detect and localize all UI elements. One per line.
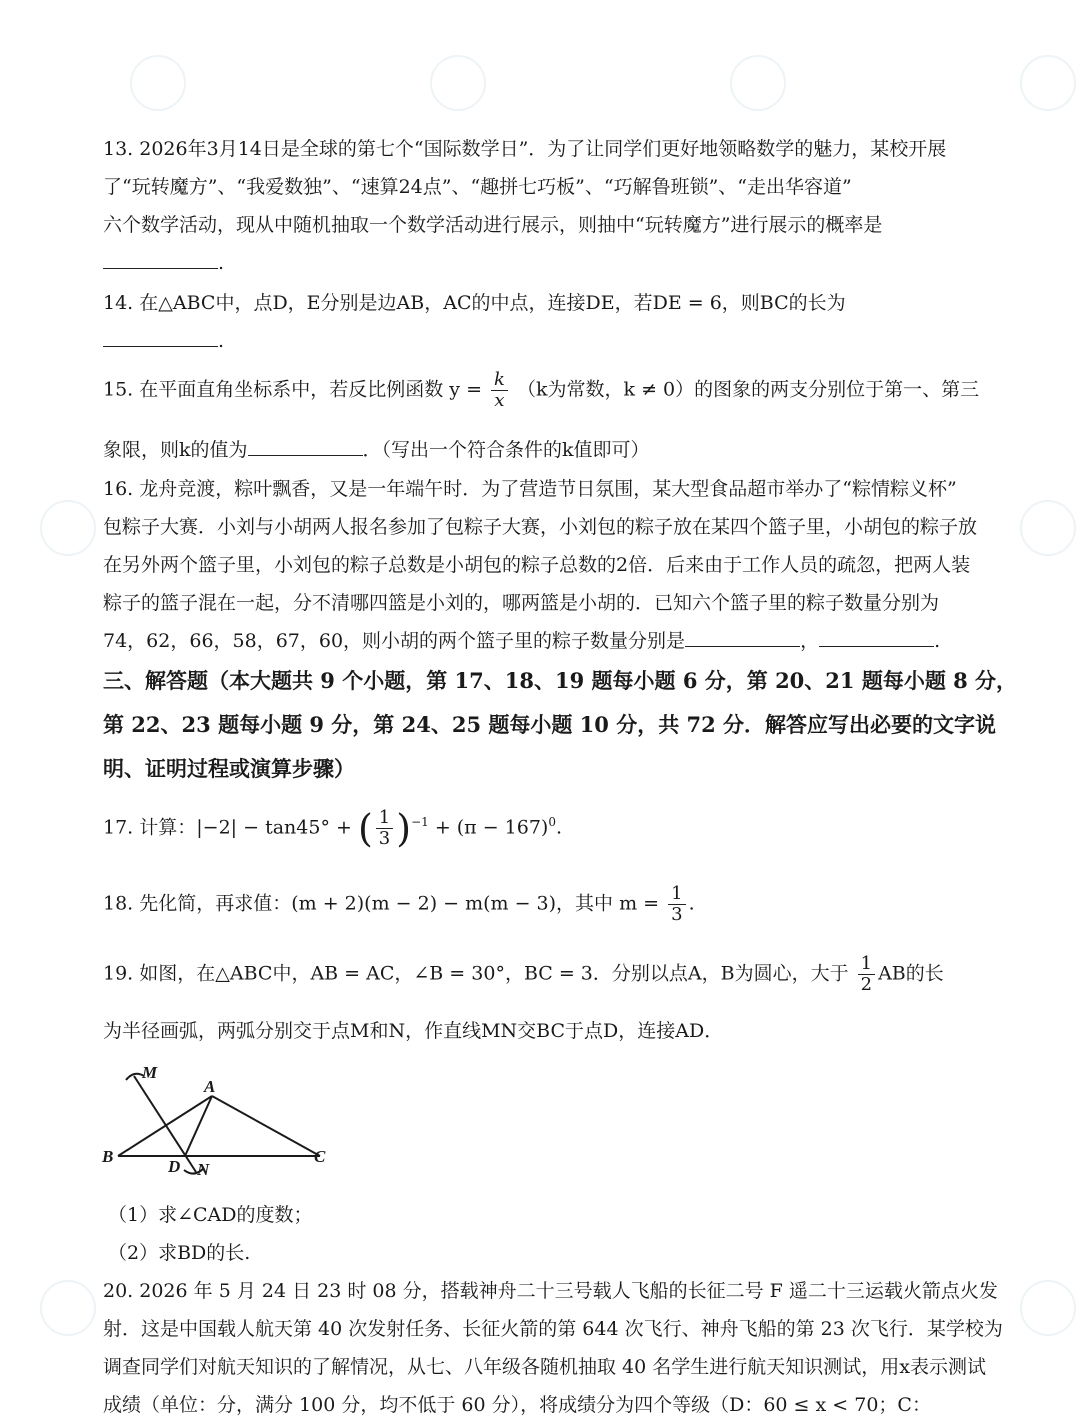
q16-line4: 粽子的篮子混在一起，分不清哪四篮是小刘的，哪两篮是小胡的．已知六个篮子里的粽子数量分别为 <box>103 592 940 614</box>
q16-line5 <box>103 628 940 654</box>
q17-expression <box>103 808 562 849</box>
q14-answer-line <box>103 328 224 354</box>
watermark-logo <box>1020 1280 1076 1336</box>
answer-blank[interactable] <box>248 437 363 456</box>
answer-blank[interactable] <box>819 628 934 647</box>
q15-line1 <box>103 370 979 411</box>
label-D: D <box>168 1157 181 1176</box>
period: . <box>218 252 225 274</box>
q16-line2: 包粽子大赛．小刘与小胡两人报名参加了包粽子大赛，小刘包的粽子放在某四个篮子里，小胡包的粽子放 <box>103 516 978 538</box>
q14-line1: 14. 在△ABC中，点D，E分别是边AB，AC的中点，连接DE，若DE = 6，则BC的长为 <box>103 292 846 314</box>
label-A: A <box>204 1077 216 1096</box>
triangle-figure <box>100 1058 340 1183</box>
q19-line2: 为半径画弧，两弧分别交于点M和N，作直线MN交BC于点D，连接AD． <box>103 1020 724 1042</box>
q17-prefix: 17. 计算：|−2| − tan45° + <box>103 816 352 839</box>
fraction <box>376 808 393 849</box>
comma: ， <box>800 630 820 652</box>
q18-prefix: 18. 先化简，再求值：(m + 2)(m − 2) − m(m − 3)，其中 m = <box>103 892 660 915</box>
answer-blank[interactable] <box>103 328 218 347</box>
q13-line3: 六个数学活动，现从中随机抽取一个数学活动进行展示，则抽中“玩转魔方”进行展示的概率是 <box>103 214 883 236</box>
q20-line4: 成绩（单位：分，满分 100 分，均不低于 60 分），将成绩分为四个等级（D：60 ≤ x < 70；C： <box>103 1394 931 1416</box>
section3-heading-line2: 第 22、23 题每小题 9 分，第 24、25 题每小题 10 分，共 72 分．解答应写出必要的文字说 <box>103 712 997 737</box>
section3-heading-line3: 明、证明过程或演算步骤） <box>103 756 355 781</box>
watermark-logo <box>430 55 486 111</box>
q13-line2: 了“玩转魔方”、“我爱数独”、“速算24点”、“趣拼七巧板”、“巧解鲁班锁”、“走出华容道” <box>103 176 852 198</box>
q16-line3: 在另外两个篮子里，小刘包的粽子总数是小胡包的粽子总数的2倍．后来由于工作人员的疏忽，把两人装 <box>103 554 971 576</box>
watermark-logo <box>1020 55 1076 111</box>
q20-line1: 20. 2026 年 5 月 24 日 23 时 08 分，搭载神舟二十三号载人飞船的长征二号 F 遥二十三运载火箭点火发 <box>103 1280 998 1302</box>
exponent: −1 <box>411 815 429 830</box>
fraction <box>858 954 875 995</box>
q20-line2: 射．这是中国载人航天第 40 次发射任务、长征火箭的第 644 次飞行、神舟飞船的第 23 次飞行．某学校为 <box>103 1318 1003 1340</box>
fraction <box>491 370 508 411</box>
frac-num: 1 <box>376 808 393 829</box>
period: . <box>556 816 563 839</box>
q15-line2-suffix: ．（写出一个符合条件的k值即可） <box>362 439 650 461</box>
q19-suffix: AB的长 <box>878 962 944 985</box>
q15-suffix: （k为常数，k ≠ 0）的图象的两支分别位于第一、第三 <box>517 378 980 401</box>
section3-heading-line1: 三、解答题（本大题共 9 个小题，第 17、18、19 题每小题 6 分，第 20、21 题每小题 8 分， <box>103 668 1018 693</box>
period: . <box>218 330 225 352</box>
frac-num: 1 <box>668 884 685 905</box>
q17-suffix: + (π − 167) <box>434 816 549 839</box>
watermark-logo <box>40 500 96 556</box>
label-M: M <box>142 1063 158 1082</box>
exponent: 0 <box>548 815 556 830</box>
q19-prefix: 19. 如图，在△ABC中，AB = AC，∠B = 30°，BC = 3．分别以点A，B为圆心，大于 <box>103 962 849 985</box>
q18-expression <box>103 884 695 925</box>
right-paren: ) <box>396 806 412 851</box>
watermark-logo <box>40 1280 96 1336</box>
segment-AC <box>212 1096 320 1156</box>
frac-den: 3 <box>378 828 391 849</box>
label-B: B <box>102 1147 114 1166</box>
answer-blank[interactable] <box>103 250 218 269</box>
q13-answer-line <box>103 250 224 276</box>
watermark-logo <box>130 55 186 111</box>
left-paren: ( <box>357 806 373 851</box>
q19-line1 <box>103 954 944 995</box>
answer-blank[interactable] <box>685 628 800 647</box>
label-N: N <box>197 1160 210 1179</box>
line-MN <box>134 1076 196 1172</box>
q15-prefix: 15. 在平面直角坐标系中，若反比例函数 y = <box>103 378 482 401</box>
q19-part2: （2）求BD的长. <box>108 1242 251 1264</box>
q16-line1: 16. 龙舟竞渡，粽叶飘香，又是一年端午时．为了营造节日氛围，某大型食品超市举办了“粽情粽义杯” <box>103 478 957 500</box>
q15-line2-prefix: 象限，则k的值为 <box>103 439 248 461</box>
watermark-logo <box>730 55 786 111</box>
fraction <box>668 884 685 925</box>
frac-den: x <box>494 390 505 411</box>
q15-line2 <box>103 437 650 463</box>
q13-line1: 13. 2026年3月14日是全球的第七个“国际数学日”．为了让同学们更好地领略数学的魅力，某校开展 <box>103 138 947 160</box>
frac-den: 2 <box>860 974 873 995</box>
frac-num: 1 <box>858 954 875 975</box>
period: . <box>934 630 941 652</box>
q20-line3: 调查同学们对航天知识的了解情况，从七、八年级各随机抽取 40 名学生进行航天知识测试，用x表示测试 <box>103 1356 986 1378</box>
period: . <box>688 892 695 915</box>
q16-line5-text: 74，62，66，58，67，60，则小胡的两个篮子里的粽子数量分别是 <box>103 630 686 652</box>
frac-num: k <box>494 369 505 390</box>
frac-den: 3 <box>671 904 683 925</box>
label-C: C <box>314 1147 326 1166</box>
watermark-logo <box>1020 500 1076 556</box>
q19-part1: （1）求∠CAD的度数； <box>108 1204 313 1226</box>
